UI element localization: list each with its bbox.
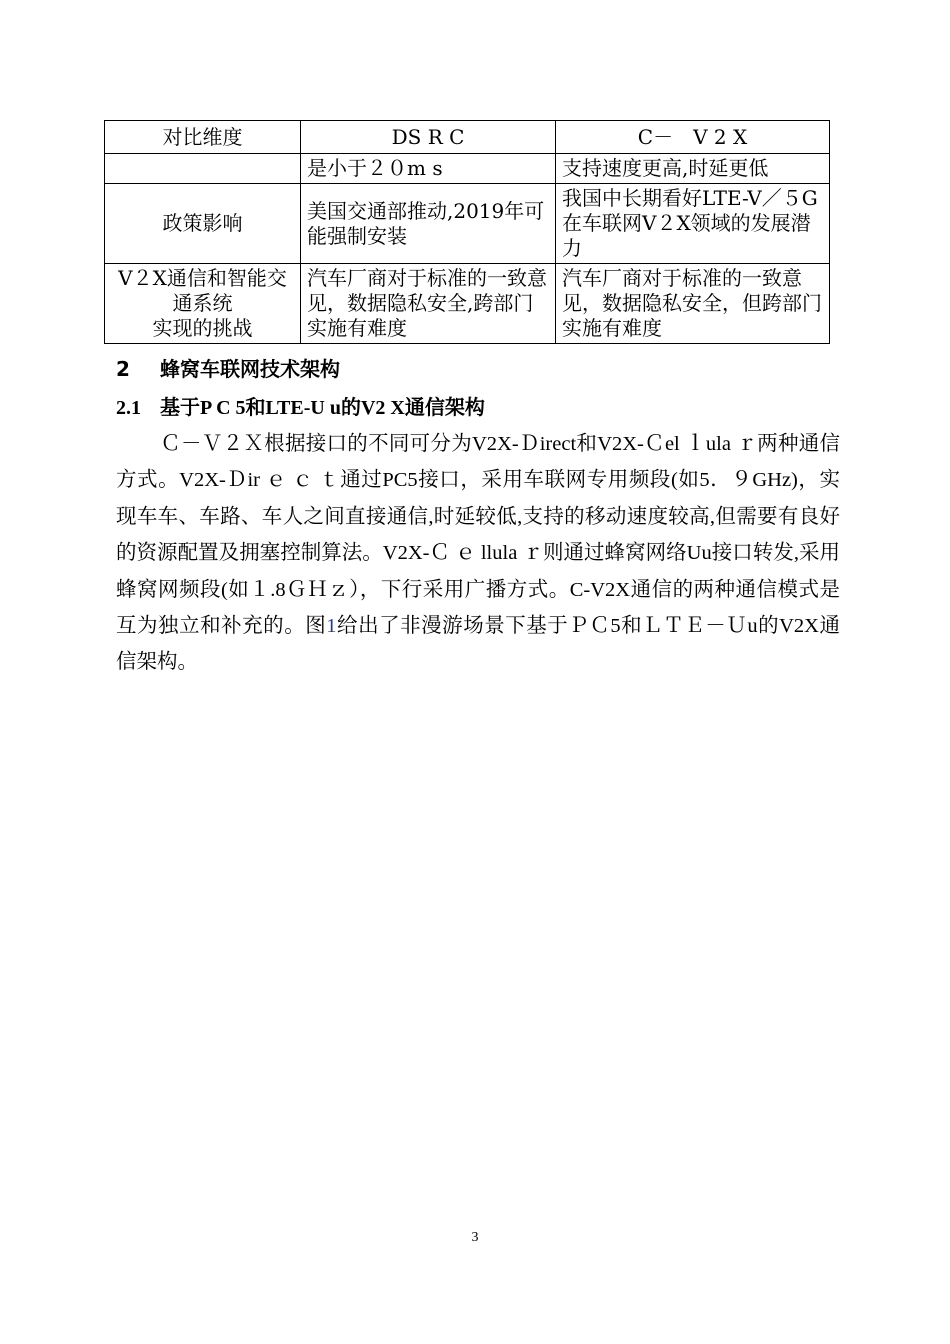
table-cell: 我国中长期看好LTE-V／５G在车联网V２X领域的发展潜力 <box>556 184 830 264</box>
header-cell-cv2x: C－ V 2 X <box>556 121 830 154</box>
subsection-title: 基于P C 5和LTE-U u的V2 X通信架构 <box>160 397 485 419</box>
table-cell <box>105 154 301 184</box>
paragraph-text: Ｃ－Ｖ２Ｘ根据接口的不同可分为V2X-Ｄirect和V2X-Ｃel ｌula ｒ两种通信方式。V2X-Ｄir ｅ ｃ ｔ通过PC5接口，采用车联网专用频段(如5．９GHz)，实现车车、车路、车人之间直接通信,时延较低,支持的移动速度较高,但需要有良好的资源配置及拥塞控制算法。V2X-Ｃ ｅ llula ｒ则通过蜂窝网络Uu接口转发,采用蜂窝网频段(如１.8ＧＨｚ），下行采用广播方式。C-V2X通信的两种通信模式是互为独立和补充的。图 <box>116 433 840 638</box>
table-cell: 是小于２０m s <box>301 154 556 184</box>
header-cell-dsrc: DS R C <box>301 121 556 154</box>
header-cell-dimension: 对比维度 <box>105 121 301 154</box>
comparison-table <box>104 120 830 344</box>
table-header-row <box>105 121 830 154</box>
figure-reference-link[interactable]: 1 <box>326 615 337 638</box>
table-row <box>105 264 830 344</box>
body-paragraph <box>116 426 840 681</box>
table-cell: 支持速度更高,时延更低 <box>556 154 830 184</box>
table-row <box>105 154 830 184</box>
section-title: 蜂窝车联网技术架构 <box>160 357 340 381</box>
section-number: 2 <box>116 357 130 381</box>
subsection-heading <box>116 391 485 420</box>
section-heading <box>116 353 340 382</box>
table-cell: 汽车厂商对于标准的一致意见，数据隐私安全，但跨部门实施有难度 <box>556 264 830 344</box>
table-cell: V２X通信和智能交通系统 实现的挑战 <box>105 264 301 344</box>
table-cell: 美国交通部推动,2019年可能强制安装 <box>301 184 556 264</box>
table-row <box>105 184 830 264</box>
table-cell: 政策影响 <box>105 184 301 264</box>
subsection-number: 2.1 <box>116 397 141 419</box>
paragraph-text-end: 给出了非漫游场景下基于ＰＣ5和ＬＴＥ－Ｕu的V2X通信架构。 <box>116 615 841 674</box>
table-cell: 汽车厂商对于标准的一致意见，数据隐私安全,跨部门实施有难度 <box>301 264 556 344</box>
page-number: 3 <box>471 1230 479 1245</box>
